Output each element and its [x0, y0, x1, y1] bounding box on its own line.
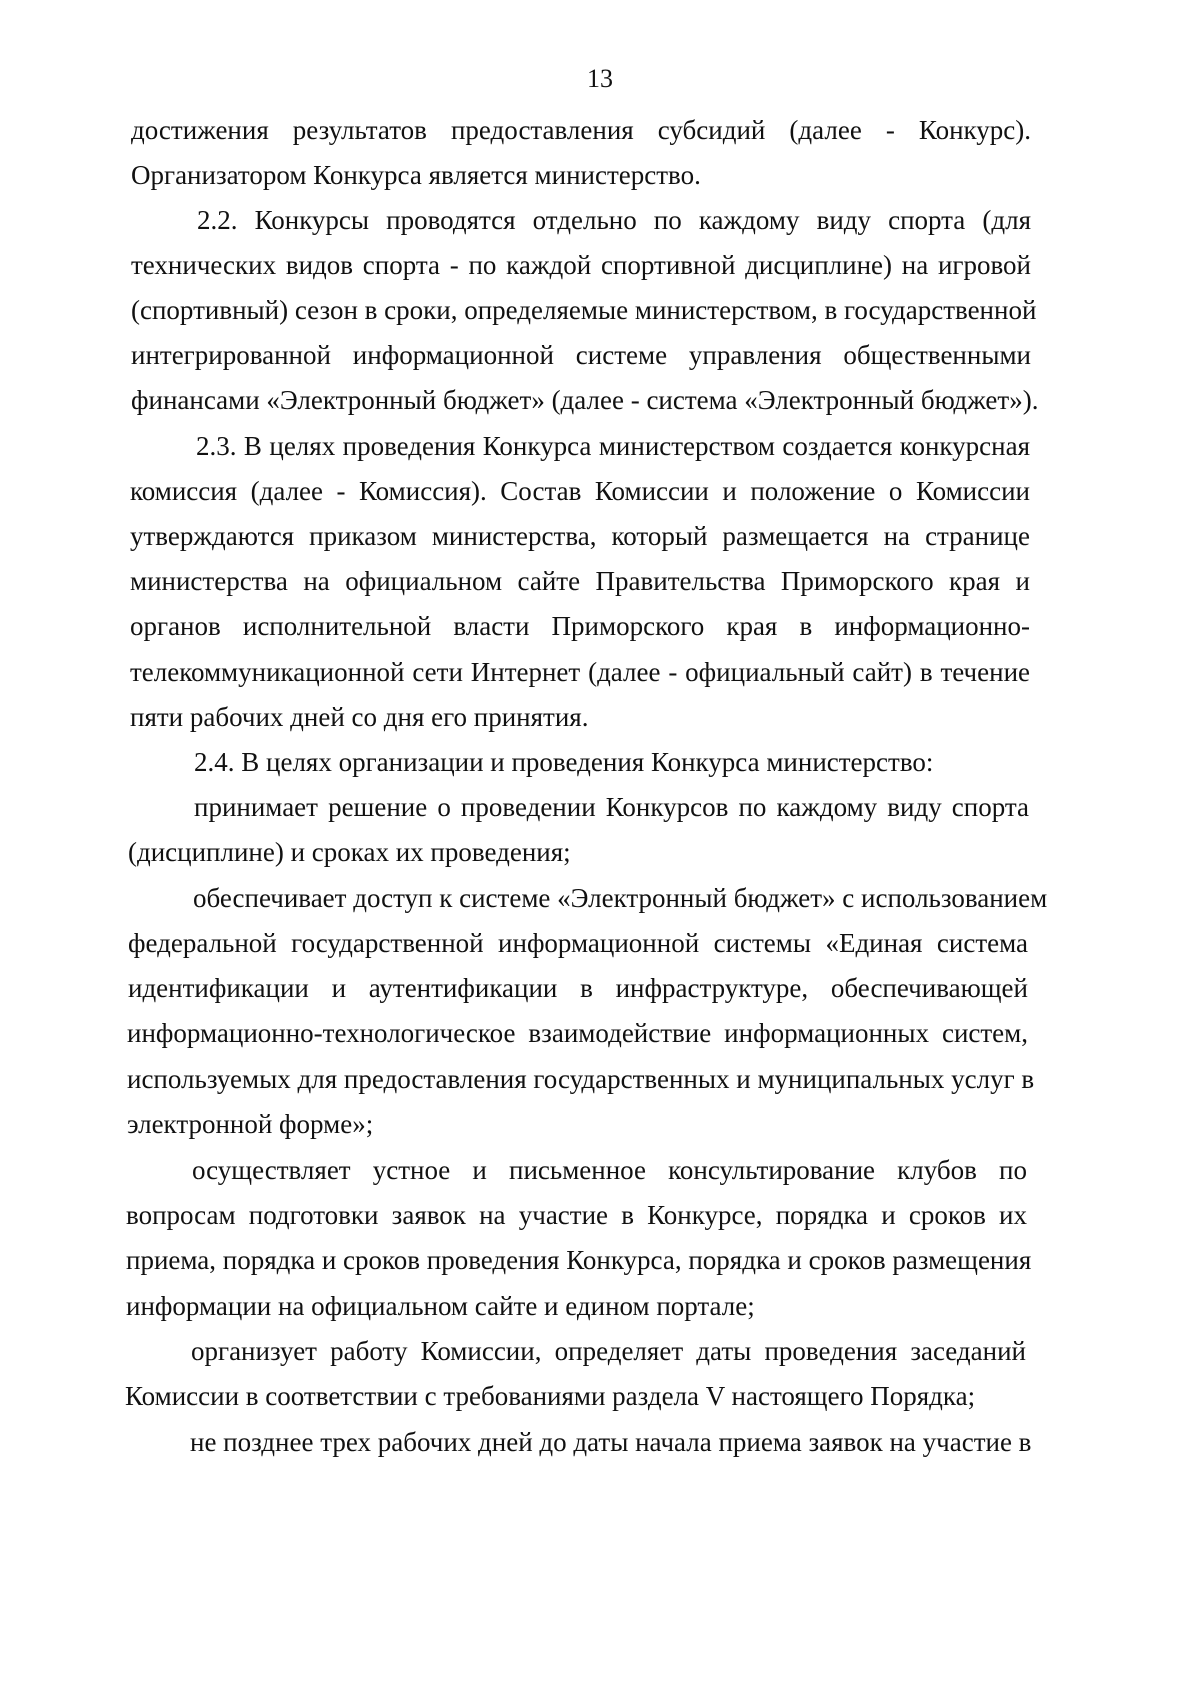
text-line: органов исполнительной власти Приморского края в информационно-	[130, 611, 1030, 641]
text-line: вопросам подготовки заявок на участие в Конкурсе, порядка и сроков их	[126, 1200, 1027, 1230]
text-line: информации на официальном сайте и едином портале;	[126, 1291, 755, 1321]
page-number: 13	[587, 64, 613, 93]
text-line: министерства на официальном сайте Правительства Приморского края и	[130, 566, 1030, 596]
text-line: обеспечивает доступ к системе «Электронный бюджет» с использованием	[193, 883, 1048, 913]
text-line: интегрированной информационной системе управления общественными	[131, 340, 1031, 370]
text-line: осуществляет устное и письменное консультирование клубов по	[192, 1155, 1027, 1185]
text-line: принимает решение о проведении Конкурсов по каждому виду спорта	[194, 792, 1029, 822]
text-line: 2.3. В целях проведения Конкурса министерством создается конкурсная	[196, 431, 1030, 461]
text-line: утверждаются приказом министерства, который размещается на странице	[130, 521, 1030, 551]
text-line: федеральной государственной информационной системы «Единая система	[128, 928, 1028, 958]
text-line: идентификации и аутентификации в инфраструктуре, обеспечивающей	[128, 973, 1028, 1003]
text-line: финансами «Электронный бюджет» (далее - система «Электронный бюджет»).	[131, 385, 1039, 415]
text-line: организует работу Комиссии, определяет даты проведения заседаний	[191, 1336, 1026, 1366]
text-line: используемых для предоставления государственных и муниципальных услуг в	[127, 1064, 1035, 1094]
text-line: 2.4. В целях организации и проведения Конкурса министерство:	[194, 747, 934, 777]
text-line: приема, порядка и сроков проведения Конкурса, порядка и сроков размещения	[126, 1245, 1032, 1275]
text-line: достижения результатов предоставления субсидий (далее - Конкурс).	[131, 115, 1031, 145]
text-line: технических видов спорта - по каждой спортивной дисциплине) на игровой	[131, 250, 1031, 280]
text-line: Организатором Конкурса является министерство.	[131, 160, 701, 190]
text-line: комиссия (далее - Комиссия). Состав Комиссии и положение о Комиссии	[130, 476, 1030, 506]
text-line: 2.2. Конкурсы проводятся отдельно по каждому виду спорта (для	[197, 205, 1031, 235]
text-line: (спортивный) сезон в сроки, определяемые министерством, в государственной	[131, 295, 1037, 325]
text-line: (дисциплине) и сроках их проведения;	[128, 837, 571, 867]
text-line: информационно-технологическое взаимодействие информационных систем,	[127, 1018, 1028, 1048]
text-line: пяти рабочих дней со дня его принятия.	[130, 702, 589, 732]
text-line: телекоммуникационной сети Интернет (далее - официальный сайт) в течение	[130, 657, 1030, 687]
text-line: электронной форме»;	[127, 1109, 374, 1139]
text-line: Комиссии в соответствии с требованиями раздела V настоящего Порядка;	[125, 1381, 976, 1411]
text-line: не позднее трех рабочих дней до даты начала приема заявок на участие в	[190, 1427, 1032, 1457]
